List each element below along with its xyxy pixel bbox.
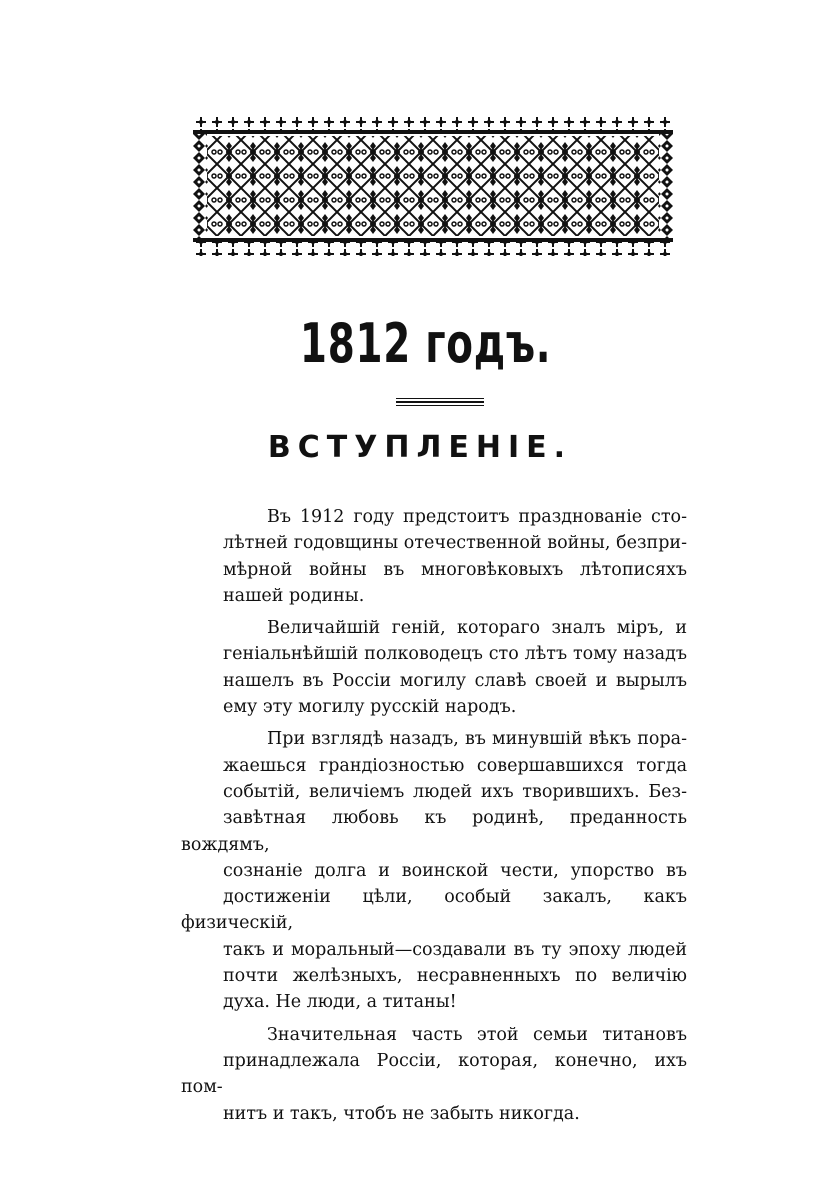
text-line: завѣтная любовь къ родинѣ, преданность вождямъ, <box>181 808 687 855</box>
text-line: геніальнѣйшій полководецъ сто лѣтъ тому назадъ <box>223 644 687 665</box>
page-title: 1812 годъ. <box>299 312 552 375</box>
text-line: Значительная часть этой семьи титановъ <box>267 1024 687 1045</box>
text-line: духа. Не люди, а титаны! <box>223 992 457 1013</box>
text-line: ему эту могилу русскій народъ. <box>223 697 517 718</box>
body-text <box>181 504 687 1133</box>
decorative-ornament-header <box>193 116 673 256</box>
text-line: такъ и моральный—создавали въ ту эпоху людей <box>223 939 687 960</box>
text-line: Величайшій геній, котораго зналъ міръ, и <box>267 618 687 639</box>
text-line: лѣтней годовщины отечественной войны, безпри- <box>223 533 687 554</box>
paragraph <box>181 1022 687 1127</box>
text-line: нашей родины. <box>223 585 365 606</box>
text-line: При взглядѣ назадъ, въ минувшій вѣкъ пора- <box>267 729 687 750</box>
text-line: жаешься грандіозностью совершавшихся тогда <box>223 755 687 776</box>
text-line: мѣрной войны въ многовѣковыхъ лѣтописяхъ <box>223 559 687 580</box>
title-divider <box>396 398 484 405</box>
text-line: почти желѣзныхъ, несравненныхъ по величію <box>223 966 687 987</box>
paragraph <box>181 504 687 609</box>
text-line: достиженіи цѣли, особый закалъ, какъ физическій, <box>181 887 687 934</box>
text-line: сознаніе долга и воинской чести, упорство въ <box>223 860 687 881</box>
paragraph <box>181 726 687 1015</box>
paragraph <box>181 615 687 720</box>
text-line: событій, величіемъ людей ихъ творившихъ. Без- <box>223 781 687 802</box>
text-line: Въ 1912 году предстоитъ празднованіе сто- <box>267 507 687 527</box>
text-line: нитъ и такъ, чтобъ не забыть никогда. <box>223 1103 580 1124</box>
text-line: нашелъ въ Россіи могилу славѣ своей и вырылъ <box>223 670 687 691</box>
text-line: принадлежала Россіи, которая, конечно, ихъ пом- <box>181 1050 687 1098</box>
section-heading: ВСТУПЛЕНІЕ. <box>267 430 573 465</box>
